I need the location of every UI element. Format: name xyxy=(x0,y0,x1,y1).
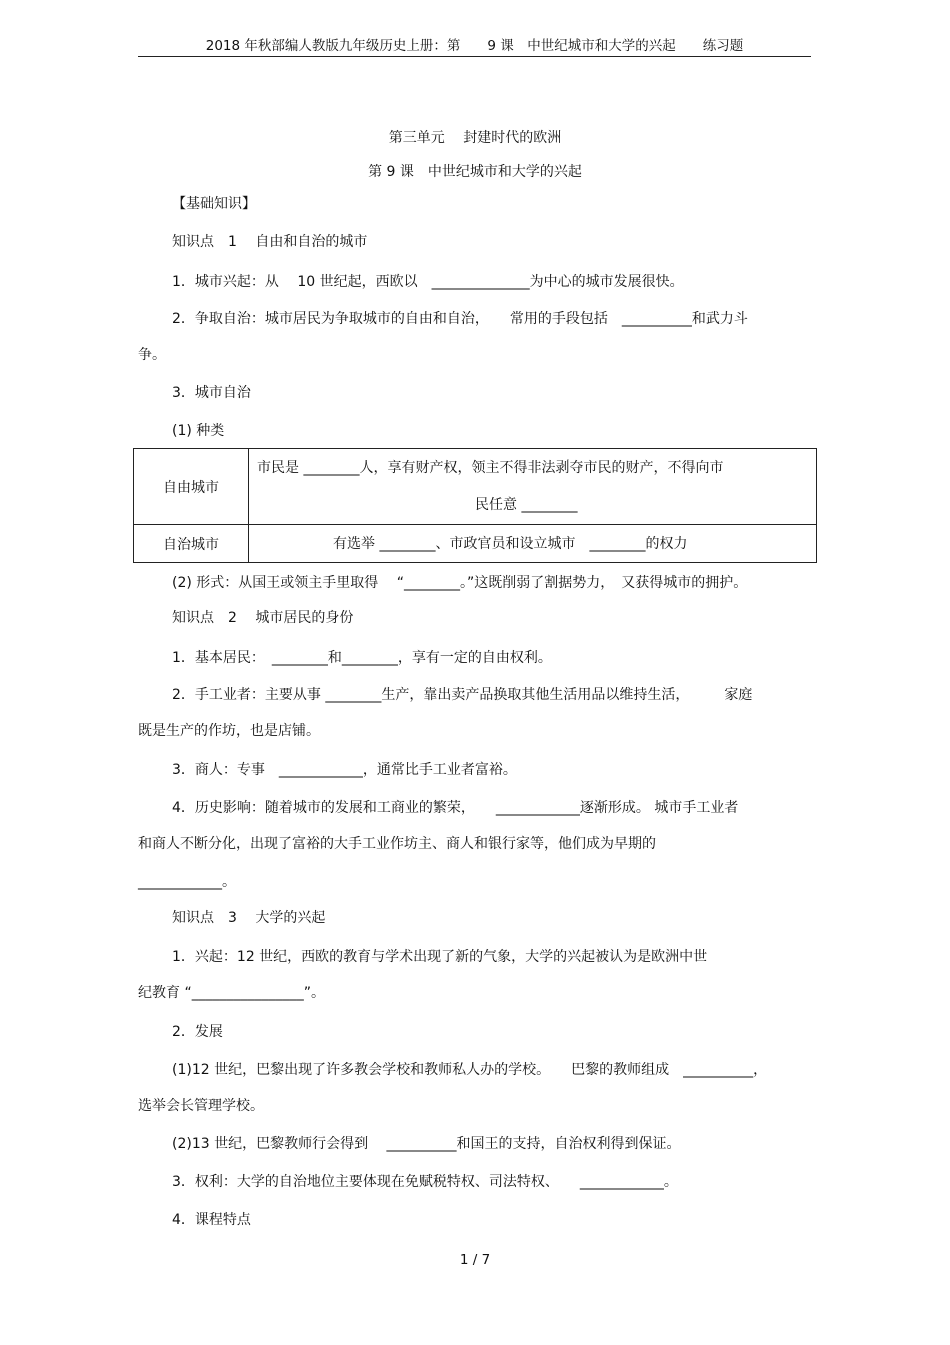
kp2-title: 知识点 2 城市居民的身份 xyxy=(172,610,354,626)
kp3-item1-cont: 纪教育 “________________”。 xyxy=(138,985,325,1001)
kp1-item2-cont: 争。 xyxy=(138,347,166,363)
city-types-table xyxy=(133,448,817,563)
header-rule xyxy=(138,56,811,57)
table-cell xyxy=(249,525,817,563)
kp1-item3: 3．城市自治 xyxy=(172,385,251,401)
kp1-item2: 2．争取自治：城市居民为争取城市的自由和自治， 常用的手段包括 __________和武力斗 xyxy=(172,311,748,327)
kp2-item4-cont: 和商人不断分化，出现了富裕的大手工业作坊主、商人和银行家等，他们成为早期的 xyxy=(138,836,656,852)
kp2-item4-cont2: ____________。 xyxy=(138,874,236,890)
kp3-item2-1-cont: 选举会长管理学校。 xyxy=(138,1098,264,1114)
table-row-label: 自治城市 xyxy=(134,525,249,563)
table-row-label: 自由城市 xyxy=(134,449,249,525)
table-row xyxy=(134,525,817,563)
table-cell-line: 有选举 ________、市政官员和设立城市 ________的权力 xyxy=(333,535,688,552)
page-number: 1 / 7 xyxy=(459,1252,491,1268)
running-header: 2018 年秋部编人教版九年级历史上册：第 9 课 中世纪城市和大学的兴起 练习题 xyxy=(205,38,744,54)
kp3-item3: 3．权利：大学的自治地位主要体现在免赋税特权、司法特权、 ____________。 xyxy=(172,1174,678,1190)
kp2-item1: 1．基本居民： ________和________，享有一定的自由权利。 xyxy=(172,650,552,666)
kp1-title: 知识点 1 自由和自治的城市 xyxy=(172,234,368,250)
kp1-sub1: (1) 种类 xyxy=(172,423,225,439)
kp1-sub2: (2) 形式：从国王或领主手里取得 “________。”这既削弱了割据势力， 又获得城市的拥护。 xyxy=(172,575,748,591)
kp3-item2-2: (2)13 世纪，巴黎教师行会得到 __________和国王的支持，自治权利得到保证。 xyxy=(172,1136,681,1152)
kp3-item2-1: (1)12 世纪，巴黎出现了许多教会学校和教师私人办的学校。 巴黎的教师组成 __________， xyxy=(172,1062,768,1078)
table-cell xyxy=(249,449,817,525)
kp3-item4: 4．课程特点 xyxy=(172,1212,251,1228)
kp1-item1: 1．城市兴起：从 10 世纪起，西欧以 ______________为中心的城市发展很快。 xyxy=(172,274,684,290)
kp3-title: 知识点 3 大学的兴起 xyxy=(172,910,326,926)
section-label: 【基础知识】 xyxy=(172,196,256,212)
kp2-item2-cont: 既是生产的作坊，也是店铺。 xyxy=(138,723,320,739)
kp3-item1: 1．兴起：12 世纪，西欧的教育与学术出现了新的气象，大学的兴起被认为是欧洲中世 xyxy=(172,949,708,965)
kp3-item2: 2．发展 xyxy=(172,1024,223,1040)
kp2-item2: 2．手工业者：主要从事 ________生产，靠出卖产品换取其他生活用品以维持生活， 家庭 xyxy=(172,687,753,703)
kp2-item3: 3．商人：专事 ____________，通常比手工业者富裕。 xyxy=(172,762,517,778)
lesson-title: 第 9 课 中世纪城市和大学的兴起 xyxy=(368,164,582,180)
table-cell-line: 市民是 ________人，享有财产权，领主不得非法剥夺市民的财产，不得向市 xyxy=(257,460,724,476)
kp2-item4: 4．历史影响：随着城市的发展和工商业的繁荣， ____________逐渐形成。 城市手工业者 xyxy=(172,800,739,816)
table-cell-line: 民任意 ________ xyxy=(475,497,578,513)
unit-title: 第三单元 封建时代的欧洲 xyxy=(388,130,562,146)
table-row xyxy=(134,449,817,525)
